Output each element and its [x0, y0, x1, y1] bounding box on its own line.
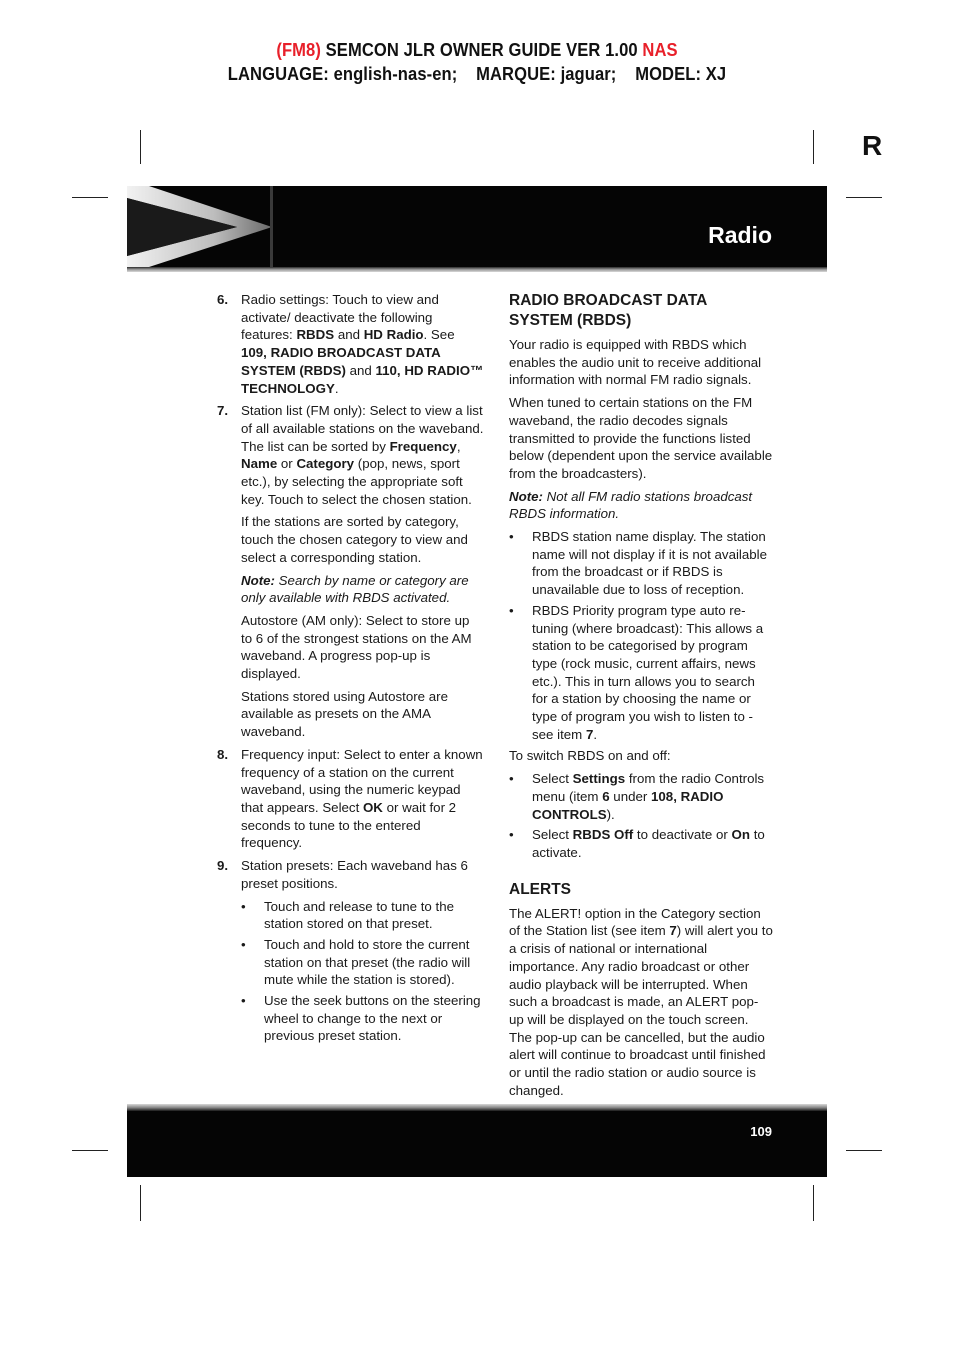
crop-mark [813, 1185, 814, 1221]
cross-reference: 110, HD RADIO™ TECHNOLOGY [241, 362, 484, 396]
crop-mark [72, 197, 108, 198]
section-title: Radio [708, 222, 772, 248]
list-item-6 [218, 291, 484, 397]
paragraph: To switch RBDS on and off: [509, 748, 671, 764]
paragraph: When tuned to certain stations on the FM waveband, the radio decodes signals transmitted to provide the functions listed below (dependent upon the service available from the broadcasters). [509, 395, 773, 481]
doc-header-line2: LANGUAGE: english-nas-en; MARQUE: jaguar; MODEL: XJ [227, 64, 727, 84]
note-text: Search by name or category are only available with RBDS activated. [241, 572, 469, 606]
bullet-item: • Use the seek buttons on the steering wheel to change to the next or previous preset station. [241, 992, 484, 1045]
text: . See [423, 327, 455, 343]
term-name: Name [241, 456, 278, 472]
crop-mark [140, 130, 141, 164]
crop-mark [813, 130, 814, 164]
banner-separator [270, 186, 273, 267]
text: . [334, 380, 339, 396]
text: and [334, 327, 364, 343]
footer-gradient-edge [127, 1104, 827, 1111]
doc-header-line1 [38, 40, 916, 61]
note [241, 572, 484, 607]
crop-mark [846, 197, 882, 198]
term-frequency: Frequency [389, 438, 457, 454]
chevron-graphic-icon [127, 186, 272, 267]
paragraph: Autostore (AM only): Select to store up to 6 of the strongest stations on the AM waveband. A progress pop-up is displayed. [241, 612, 472, 682]
note-label: Note: [509, 488, 543, 504]
text: Select [532, 771, 573, 787]
cross-reference: 109, RADIO BROADCAST DATA SYSTEM (RBDS) [241, 345, 441, 378]
header-tail: NAS [642, 40, 678, 60]
header-main: SEMCON JLR OWNER GUIDE VER 1.00 [320, 40, 643, 60]
paragraph: If the stations are sorted by category, touch the chosen category to view and select a corresponding station. [241, 514, 468, 565]
text: , [456, 438, 461, 454]
note [509, 488, 773, 523]
text: and [345, 362, 376, 378]
right-column [509, 291, 773, 1104]
item-ref: 7 [669, 923, 677, 939]
heading-alerts: ALERTS [509, 880, 571, 898]
cross-reference: 108, RADIO CONTROLS [532, 788, 724, 822]
bullet-item [509, 826, 773, 861]
bullet-item [509, 602, 773, 744]
item-ref: 7 [585, 726, 594, 742]
text: RBDS Priority program type auto re-tuning (where broadcast): This allows a station to be categorised by program type (rock music, current affairs, news etc.). This in turn allows you to search for a station by choosing the name or type of program you wish to listen to - see item [532, 602, 764, 742]
item-number: 7. [217, 403, 229, 419]
header-tag: (FM8) [276, 40, 321, 60]
text: ) will alert you to a crisis of national or international importance. Any radio broadcast or other audio playback will be interrupted. When such a broadcast is made, an ALERT pop-up will be displayed on the touch screen. The pop-up can be cancelled, but the audio alert will continue to broadcast until finished or until the radio station or audio source is changed. [509, 923, 773, 1098]
list-item-9 [218, 857, 484, 1045]
text: Select [532, 827, 573, 843]
list-item-7 [218, 402, 484, 741]
term-category: Category [296, 456, 355, 472]
text: or [277, 456, 297, 472]
text: to activate. [532, 827, 765, 860]
term-rbds: RBDS [296, 327, 335, 343]
bullet-item: • RBDS station name display. The station name will not display if it is not available from the broadcast or if RBDS is unavailable due to loss of reception. [509, 528, 773, 599]
text: Frequency input: Select to enter a known frequency of a station on the current waveband, using the numeric keypad that appears. Select [241, 746, 483, 815]
item-number: 8. [217, 746, 229, 762]
banner-gradient-edge [127, 267, 827, 272]
term-hd-radio: HD Radio [363, 327, 424, 343]
bullet-item: • Touch and release to tune to the station stored on that preset. [241, 898, 484, 933]
text: or wait for 2 seconds to tune to the entered frequency. [241, 799, 457, 851]
heading-rbds: RADIO BROADCAST DATA SYSTEM (RBDS) [509, 292, 707, 329]
text: (pop, news, sport etc.), by selecting the appropriate soft key. Touch to select the chosen station. [241, 456, 472, 507]
paragraph [509, 905, 773, 1100]
note-label: Note: [241, 572, 275, 588]
text: to deactivate or [633, 827, 732, 843]
paragraph: Stations stored using Autostore are available as presets on the AMA waveband. [241, 688, 448, 740]
item-number: 6. [217, 292, 229, 307]
crop-mark [72, 1150, 108, 1151]
term-on: On [731, 827, 751, 843]
text: from the radio Controls menu (item [532, 771, 765, 804]
section-banner [127, 186, 827, 272]
item-ref: 6 [602, 788, 610, 804]
text: Station list (FM only): Select to view a list of all available stations on the waveband. The list can be sorted by [241, 403, 484, 454]
crop-mark [846, 1150, 882, 1151]
text: Radio settings: Touch to view and activate/ deactivate the following features: [241, 292, 439, 343]
bullet-item [509, 770, 773, 823]
note-text: Not all FM radio stations broadcast RBDS information. [509, 488, 753, 522]
paragraph: Your radio is equipped with RBDS which enables the audio unit to receive additional information with normal FM radio signals. [509, 337, 762, 388]
page-footer [127, 1104, 827, 1177]
text: ). [606, 806, 615, 822]
bullet-item: • Touch and hold to store the current station on that preset (the radio will mute while the station is stored). [241, 936, 484, 989]
text: . [593, 726, 598, 742]
list-item-8 [218, 746, 484, 852]
item-number: 9. [217, 858, 229, 874]
page-number: 109 [750, 1124, 772, 1139]
term-ok: OK [362, 799, 383, 815]
text: The ALERT! option in the Category section of the Station list (see item [509, 905, 761, 939]
left-column [218, 291, 484, 1050]
section-tab-letter: R [862, 130, 883, 161]
paragraph: Station presets: Each waveband has 6 preset positions. [241, 858, 468, 891]
crop-mark [140, 1185, 141, 1221]
text: under [609, 788, 652, 804]
term-settings: Settings [572, 771, 626, 787]
term-rbds-off: RBDS Off [572, 827, 634, 843]
